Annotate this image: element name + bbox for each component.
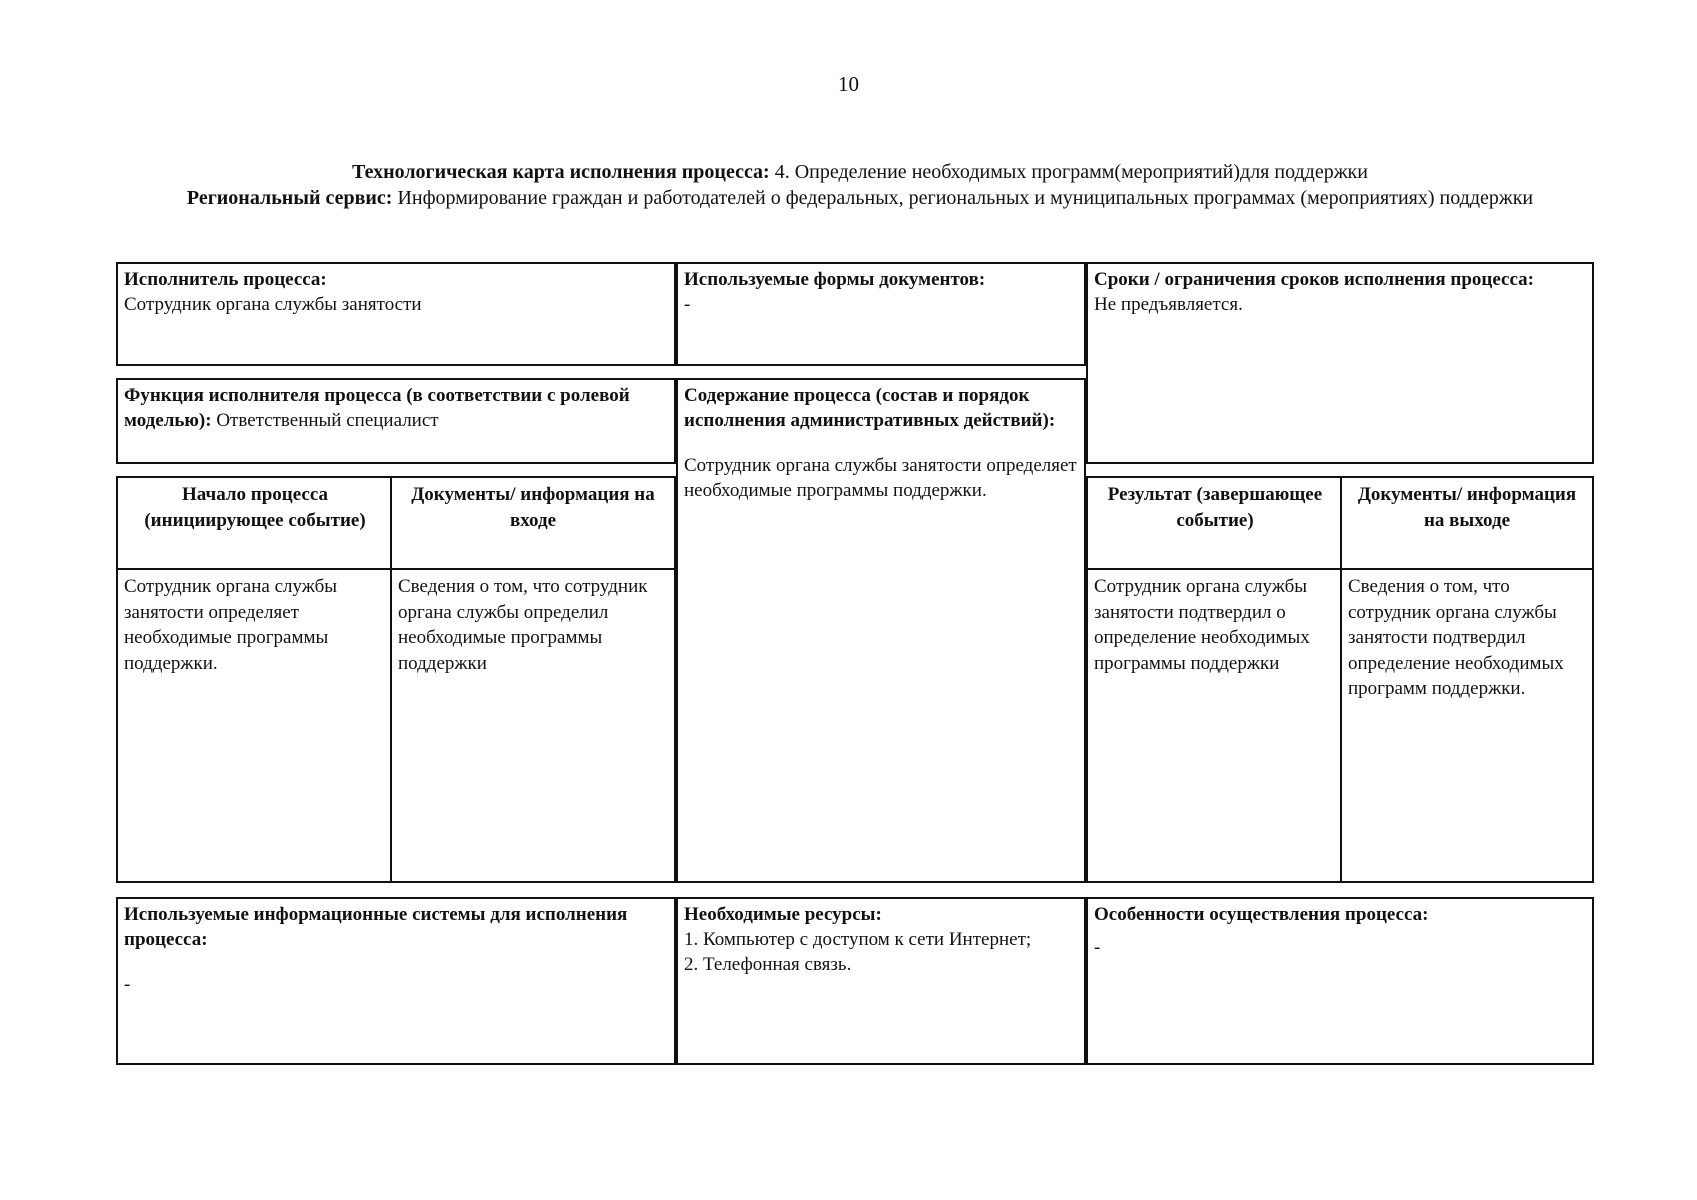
start-event-cell: Сотрудник органа службы занятости определяет необходимые программы поддержки. (124, 576, 338, 674)
function-value: Ответственный специалист (211, 410, 439, 431)
content-value: Сотрудник органа службы занятости определяет необходимые программы поддержки. (684, 455, 1077, 501)
result-docs-cell: Сведения о том, что сотрудник органа службы занятости подтвердил определение необходимых программ поддержки. (1348, 576, 1564, 699)
page-number: 10 (838, 72, 859, 96)
info-systems-box (116, 897, 676, 1065)
executor-box (116, 262, 676, 366)
executor-value: Сотрудник органа службы занятости (124, 294, 422, 315)
deadlines-label: Сроки / ограничения сроков исполнения процесса: (1094, 269, 1534, 290)
info-systems-label: Используемые информационные системы для исполнения процесса: (124, 904, 628, 950)
deadlines-box (1086, 262, 1594, 464)
forms-box (676, 262, 1086, 366)
start-header-docs: Документы/ информация на входе (411, 484, 655, 531)
result-event-cell: Сотрудник органа службы занятости подтвердил о определение необходимых программы поддержки (1094, 576, 1310, 674)
result-header-docs: Документы/ информация на выходе (1357, 484, 1577, 531)
forms-value: - (684, 294, 691, 315)
service-title-value: Информирование граждан и работодателей о федеральных, региональных и муниципальных программах (мероприятиях) поддержки (392, 187, 1534, 209)
resources-item: 1. Компьютер с доступом к сети Интернет; (684, 929, 1032, 950)
resources-box (676, 897, 1086, 1065)
start-docs-cell: Сведения о том, что сотрудник органа службы определил необходимые программы поддержки (398, 576, 648, 674)
map-title-value: 4. Определение необходимых программ(мероприятий)для поддержки (769, 161, 1368, 183)
result-table (1086, 476, 1594, 883)
map-title-label: Технологическая карта исполнения процесса: (352, 161, 770, 183)
info-systems-value: - (124, 974, 131, 995)
service-title (130, 186, 1590, 211)
service-title-label: Региональный сервис: (186, 187, 393, 209)
features-box (1086, 897, 1594, 1065)
result-header-event: Результат (завершающее событие) (1107, 484, 1323, 531)
start-header-event: Начало процесса (инициирующее событие) (144, 484, 366, 531)
function-label: Функция исполнителя процесса (в соответствии с ролевой моделью): (124, 385, 630, 431)
start-table (116, 476, 676, 883)
function-box (116, 378, 676, 464)
resources-label: Необходимые ресурсы: (684, 904, 882, 925)
executor-label: Исполнитель процесса: (124, 269, 327, 290)
content-label: Содержание процесса (состав и порядок исполнения административных действий): (684, 385, 1056, 431)
features-label: Особенности осуществления процесса: (1094, 904, 1429, 925)
deadlines-value: Не предъявляется. (1094, 294, 1243, 315)
resources-item: 2. Телефонная связь. (684, 954, 852, 975)
features-value: - (1094, 937, 1101, 958)
forms-label: Используемые формы документов: (684, 269, 986, 290)
content-box (676, 378, 1086, 883)
map-title (130, 160, 1590, 185)
